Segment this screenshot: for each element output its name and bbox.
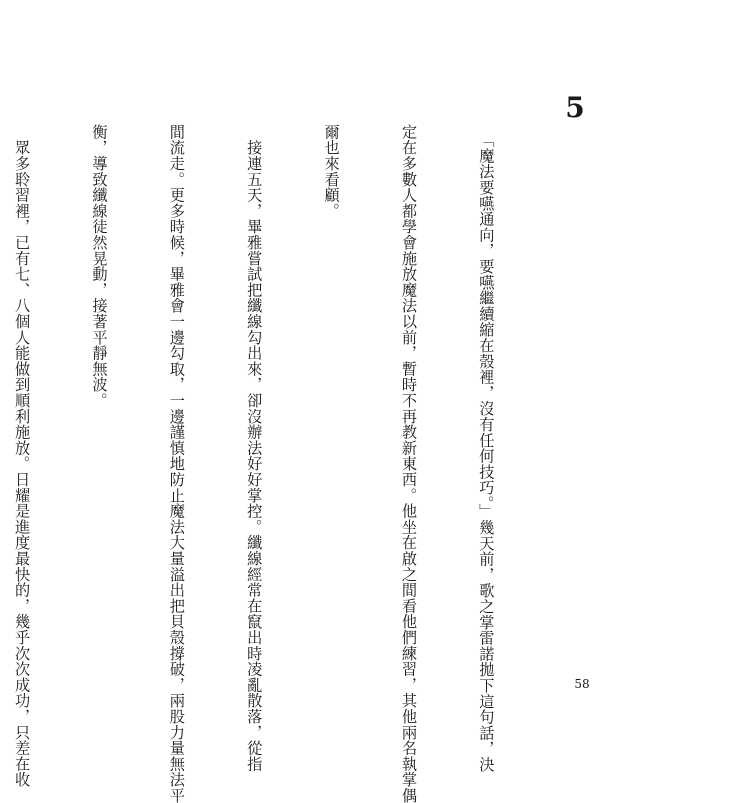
body-text bbox=[0, 124, 550, 803]
text-column: 衡，導致纖線徒然晃動，接著平靜無波。 bbox=[90, 124, 109, 409]
text-column: 眾多聆習裡，已有七、八個人能做到順利施放。日耀是進度最快的，幾乎次次成功，只差在收 bbox=[13, 124, 32, 788]
text-column: 接連五天，畢雅嘗試把纖線勾出來，卻沒辦法好好掌控。纖線經常在竄出時凌亂散落，從指 bbox=[245, 124, 264, 772]
chapter-number: 5 bbox=[565, 91, 585, 124]
text-column: 爾也來看顧。 bbox=[322, 124, 341, 219]
page-number: 58 bbox=[574, 677, 590, 691]
text-column: 「魔法要嚥通向，要嚥繼續縮在殼裡，沒有任何技巧。」幾天前，歌之掌雷諾拋下這句話，決 bbox=[477, 124, 496, 773]
text-column: 定在多數人都學會施放魔法以前，暫時不再教新東西。他坐在啟之間看他們練習，其他兩名執掌偶 bbox=[400, 124, 419, 803]
text-column: 間流走。更多時候，畢雅會一邊勾取，一邊謹慎地防止魔法大量溢出把貝殼撐破，兩股力量無法平 bbox=[167, 124, 186, 803]
